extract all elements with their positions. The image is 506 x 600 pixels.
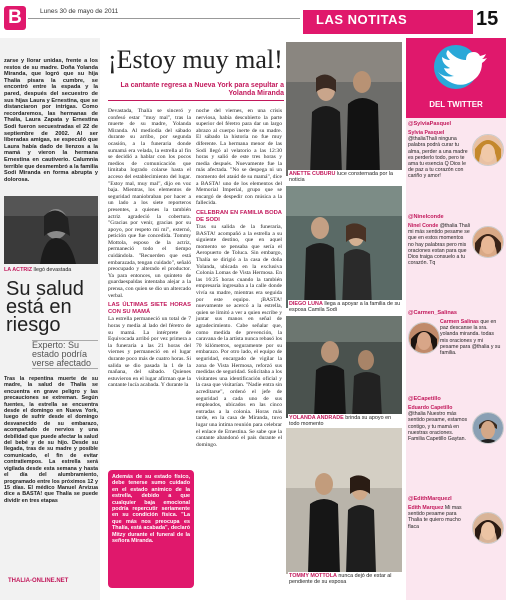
actress-photo-caption — [4, 267, 98, 273]
article-col1-body: Devastada, Thalía se sinceró y confesó estar "muy mal", tras la muerte de su madre, Yolanda Miranda. Al mediodía del sábado durante su arribo, por segunda ocasión, a la funeraria donde sumamá era velada, la estrella al fin se decidió a hablar con los pocos medios de comunicación que limitaba logrado colarse hasta el acceso del establecimiento del lugar. "Estoy mal, muy mal", dijo en voz baja. Mientras, los elementos de seguridad maniobraban por hacer a un lado a los siete reporteros presentes, a quienes la también actriz agradeció la cobertura. "Gracias por venir, gracias por su apoyo, por respeto mi mi", externó, petición que fue concedida. Tommy Mottola, esposo de la actriz, permaneció todo el tiempo cuidándola. "Recuerden que está embarazada, tengan cuidado", señaló preocupado y alterado el productor. Ya para entonces, un quinteto de guardaespaldas intentaba alejar a la prensa, con quien se dio un altercado verbal. — [108, 108, 191, 299]
caption-diego-name: DIEGO LUNA — [289, 301, 323, 307]
tweet-edith-name: Edith Marquez — [408, 505, 444, 511]
caption-tommy-text: nunca dejó de estar al pendiente de su esposa — [289, 573, 392, 586]
photo-yolanda — [286, 316, 402, 418]
article-col1-subhead: LAS ÚLTIMAS SIETE HORAS CON SU MAMÁ — [108, 302, 191, 315]
health-title: Su salud está en riesgo — [6, 278, 84, 336]
tweet-handle-carmen: @Carmen_Salinas — [408, 310, 457, 316]
avatar-capetillo — [472, 412, 504, 444]
tweet-ninel — [408, 223, 470, 266]
article-deck: La cantante regresa a Nueva York para sepultar a Yolanda Miranda — [120, 82, 284, 97]
caption-anette — [288, 170, 402, 185]
tweet-capetillo-name: Eduardo Capetillo — [408, 405, 453, 411]
avatar-edith — [472, 512, 504, 544]
article-column-2 — [196, 108, 282, 449]
actress-caption-name: LA ACTRIZ — [4, 267, 33, 273]
article-headline: ¡Estoy muy mal! — [108, 45, 283, 74]
photo-diego — [286, 186, 402, 308]
article-col2-body: noche del viernes, en una crisis nerviosa, había descubierto la parte superior del féretro para dar un largo abrazo al cuerpo inerte de su madre. El sábado la historia no fue muy diferente. La hermana menor de las Sodi llegó al velatorio a las 12:30 horas y salió de este tres horas y media después. Nuevamente fue la más afectada. "No se despega ni un momento del ataúd de su mamá", dice a BASTA! uno de los elementos del Memorial Imperial, grupo que se encargó de despedir con música a la fallecida. — [196, 108, 282, 207]
tweet-ninel-name: Ninel Conde — [408, 223, 439, 229]
tweet-handle-edith: @EdithMarquezI — [408, 496, 452, 502]
photo-credit: THALIA-ONLINE.NET — [8, 578, 69, 584]
tweet-edith-text: Mi mas sentido pesame para Thalia te quiero mucho flaca — [408, 505, 462, 530]
actress-photo — [4, 196, 98, 264]
caption-diego-text: llega a apoyar a la familia de su esposa Camila Sodi — [289, 301, 401, 314]
left-column-bio-text: zarse y llorar unidas, frente a los restos de su madre. Doña Yolanda Miranda, que logró que su hija Thalía pisara la cumbre, se encontró entre la espada y la pared, después del secuestro de sus hijas Laura y Ernestina, que se distanciaron por intrigas. Como recordaremos, las hermanas de Thalía, Laura Zapata y Ernestina Sodi fueron secuestradas el 22 de septiembre de 2002. Al ser liberadas amigas, se especuló que Laura había dado de lienzos a la mamá y vieron la hermana Ernestina en cautiverio. Calumnia terrible que desmembró a la familia Sodi Miranda en forma abrupta y dolorosa. — [4, 58, 98, 183]
article-col1-body-b: La estrella permaneció un total de 7 horas y media al lado del féretro de su mamá. La intérprete de Equivocada arribó por vez primera a la funeraria a las 21 horas del viernes y permaneció en el lugar durante poco más de cuatro horas. Si salida se dio pasada la 1 de la mañana, del sábado. Quienes estuvieron en el lugar afirman que la cantante lucía acabada. Y durante la — [108, 316, 191, 389]
tweet-capetillo-text: @thalia Nuestro más sentido pesame, estamos contigo, y tu mamá en nuestras oraciones. Familia Capetillo Gaytan. — [408, 411, 468, 443]
photo-anette — [286, 42, 402, 176]
actress-caption-text: llegó devastada — [33, 267, 72, 273]
tweet-ninel-text: @thalia Thali mi más sentido pesame se que en estos momentos no hay palabras pero mis oraciones estan para que Dios traiga consuelo a tu corazón. Tq — [408, 223, 470, 267]
tweet-handle-sylvia: @SylviaPasquel — [408, 121, 452, 127]
section-title: LAS NOTITAS — [316, 12, 408, 27]
caption-diego — [288, 300, 402, 315]
article-col2-body-b: Tras su salida de la funeraria, BASTA! acompañó a la estrella a su siguiente destino, que en aquel momento se pensaba que sería el Aeropuerto de Toluca. Sin embargo, Thalía se dirigió a la casa de doña Yolanda, ubicada en la exclusiva Colonia Lomas de Vista Hermosa. En las 16:25 horas cuando la también empresaria ingresaba a la calle donde vivía su madre, mientras era seguida por este equipo. ¡BASTA! nuevamente se acercó a la estrella, quien se limitó a ver a quien escribe y juntar sus manos en señal de agradecimiento. Cabe señalar que, como medida de prevención, la caravana de la artista nunca rebasó los 70 kilómetros, seguramente por su embarazo. Por otro lado, el equipo de seguridad, encargado de vigilar la zona de Vista Hermosa, reforzó sus medidas de seguridad. Solicitaba a los visitantes una identificación oficial y la casa que visitarían. "Nadie entra sin acreditarse", ordenó el jefe de seguridad a cada uno de sus empleados, ubicados en las cinco entradas a la colonia. Horas más tarde, en la casa de Miranda, tuvo lugar una íntima reunión para celebrar el enlace de Ernestina. Se sabe que la cantante abandonó el país durante el domingo. — [196, 224, 282, 448]
tweet-sylvia-name: Sylvia Pasquel — [408, 130, 445, 136]
header — [0, 0, 506, 38]
tweet-carmen-name: Carmen Salinas — [440, 319, 479, 325]
tweet-handle-capetillo: @ECapetillo — [408, 396, 441, 402]
tweet-handle-ninel: @Ninelconde — [408, 214, 444, 220]
tweet-carmen-text: que en paz descanse la sra. yolanda miranda. todas mis oraciones y mi pesame para @thalia y su familia. — [440, 319, 501, 357]
logo: B — [4, 6, 26, 30]
avatar-sylvia — [472, 134, 504, 166]
page-number: 15 — [476, 8, 499, 30]
photo-tommy — [286, 428, 402, 574]
article-column-1 — [108, 108, 191, 390]
issue-date: Lunes 30 de mayo de 2011 — [40, 8, 119, 15]
avatar-carmen — [408, 322, 440, 354]
caption-yolanda-text: brinda su apoyo en todo momento — [289, 415, 392, 428]
health-body: Tras la repentina muerte de su madre, la salud de Thalía se encuentra en grave peligro y las precauciones se extreman. Según fuentes, la estrella se encuentra desde el domingo en Nueva York, luego de sufrir desde el domingo desvanecido de su embarazo, acompañado de nervios y una debilidad que puede afectar la salud del bebé y de su hijo. Desde su llegada, tras de su madre y posible comunicado, el fin de evitar contratiempos. La estrella será vigilada desde esta semana y hasta el día del alumbramiento, programado entre los próximos 12 y 15 días. El médico Manuel Arvizua dice a BASTA! que Thalía se puede dividir en tres etapas — [4, 376, 98, 504]
tweet-carmen — [440, 319, 502, 356]
caption-tommy-name: TOMMY MOTTOLA — [289, 573, 337, 579]
caption-tommy — [288, 572, 404, 587]
tweet-sylvia — [408, 130, 470, 180]
tweet-edith — [408, 505, 470, 530]
tweet-sylvia-text: @thaliaThali ninguna palabra podrá curar tu alma, perder a una madre es perderlo todo, pero te ama tu esencia Q Dios le de paz a tu corazón con cariño y amor! — [408, 136, 468, 180]
twitter-bird-icon — [424, 44, 488, 90]
deck-underline — [108, 100, 284, 101]
page-header-line — [28, 18, 300, 19]
caption-yolanda-name: YOLANDA ANDRADE — [289, 415, 344, 421]
health-kicker: Experto: Su estado podría verse afectado — [32, 340, 98, 369]
article-col2-subhead: CELEBRAN EN FAMILIA BODA DE SODI — [196, 209, 282, 223]
caption-yolanda — [288, 414, 402, 429]
caption-anette-text: luce consternada por la noticia — [289, 171, 393, 184]
caption-anette-name: ANETTE CUBURU — [289, 171, 336, 177]
sidebar-box-text: Además de su estado físico, debe tenerse sumo cuidado en el estado anímico de la estrella, debido a que cualquier baja emocional podría repercutir seriamente en su condición física. "La que más nos preocupa es Thalía, está acabada", declaró Mitzy durante el funeral de la señora Miranda. — [112, 474, 190, 545]
avatar-ninel — [472, 226, 504, 258]
tweet-capetillo — [408, 405, 470, 442]
twitter-title: DEL TWITTER — [429, 100, 483, 109]
